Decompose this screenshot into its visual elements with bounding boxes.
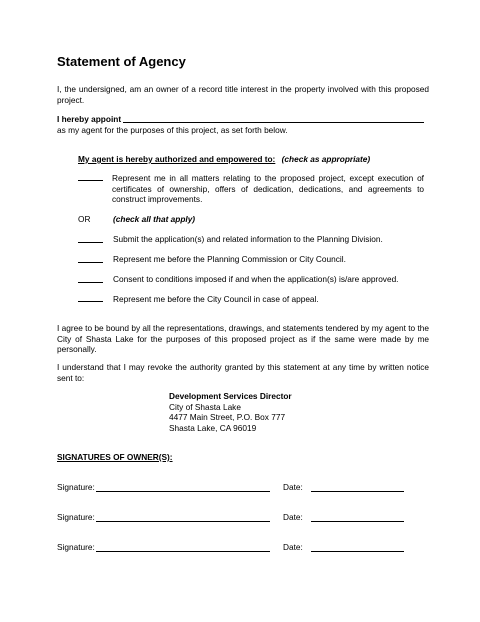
authorized-note: (check as appropriate) — [281, 154, 371, 164]
date-label-3: Date: — [283, 542, 303, 552]
page-title: Statement of Agency — [57, 54, 186, 69]
or-label: OR — [78, 214, 91, 224]
option-4-text: Represent me before the City Council in case of appeal. — [113, 294, 319, 304]
checkbox-line-1[interactable] — [78, 242, 103, 243]
date-label-1: Date: — [283, 482, 303, 492]
revoke-paragraph: I understand that I may revoke the authority granted by this statement at any time by written notice sent to: — [57, 362, 429, 383]
signature-field-1[interactable] — [96, 491, 270, 492]
address-name: Development Services Director — [169, 391, 292, 401]
signature-label-3: Signature: — [57, 542, 95, 552]
checkbox-line-2[interactable] — [78, 262, 103, 263]
date-field-1[interactable] — [311, 491, 404, 492]
option-2-text: Represent me before the Planning Commission or City Council. — [113, 254, 346, 264]
checkbox-line-all[interactable] — [78, 180, 103, 181]
date-field-3[interactable] — [311, 551, 404, 552]
address-block — [169, 391, 292, 433]
signatures-heading: SIGNATURES OF OWNER(S): — [57, 452, 173, 462]
intro-paragraph: I, the undersigned, am an owner of a record title interest in the property involved with this proposed project. — [57, 84, 429, 105]
date-label-2: Date: — [283, 512, 303, 522]
signature-label-2: Signature: — [57, 512, 95, 522]
checkbox-line-4[interactable] — [78, 301, 103, 302]
option-3-text: Consent to conditions imposed if and when the application(s) is/are approved. — [113, 274, 399, 284]
authorized-heading-row — [78, 154, 370, 165]
check-all-note: (check all that apply) — [113, 214, 196, 224]
address-street: 4477 Main Street, P.O. Box 777 — [169, 412, 286, 422]
authorized-heading: My agent is hereby authorized and empowered to: — [78, 154, 276, 164]
appoint-purpose: as my agent for the purposes of this project, as set forth below. — [57, 125, 288, 135]
signature-label-1: Signature: — [57, 482, 95, 492]
signature-field-3[interactable] — [96, 551, 270, 552]
date-field-2[interactable] — [311, 521, 404, 522]
address-city: Shasta Lake, CA 96019 — [169, 422, 257, 433]
option-all-text: Represent me in all matters relating to the proposed project, except execution of certificates of ownership, offers of dedication, dedications, and agreements to construct improvements. — [112, 173, 424, 204]
agent-name-field[interactable] — [123, 122, 424, 123]
signature-field-2[interactable] — [96, 521, 270, 522]
option-1-text: Submit the application(s) and related information to the Planning Division. — [113, 234, 383, 244]
agree-paragraph: I agree to be bound by all the representations, drawings, and statements tendered by my agent to the City of Shasta Lake for the purposes of this proposed project as if the same were made by me personally. — [57, 323, 429, 354]
appoint-label: I hereby appoint — [57, 114, 122, 124]
address-org: City of Shasta Lake — [169, 401, 241, 412]
checkbox-line-3[interactable] — [78, 282, 103, 283]
